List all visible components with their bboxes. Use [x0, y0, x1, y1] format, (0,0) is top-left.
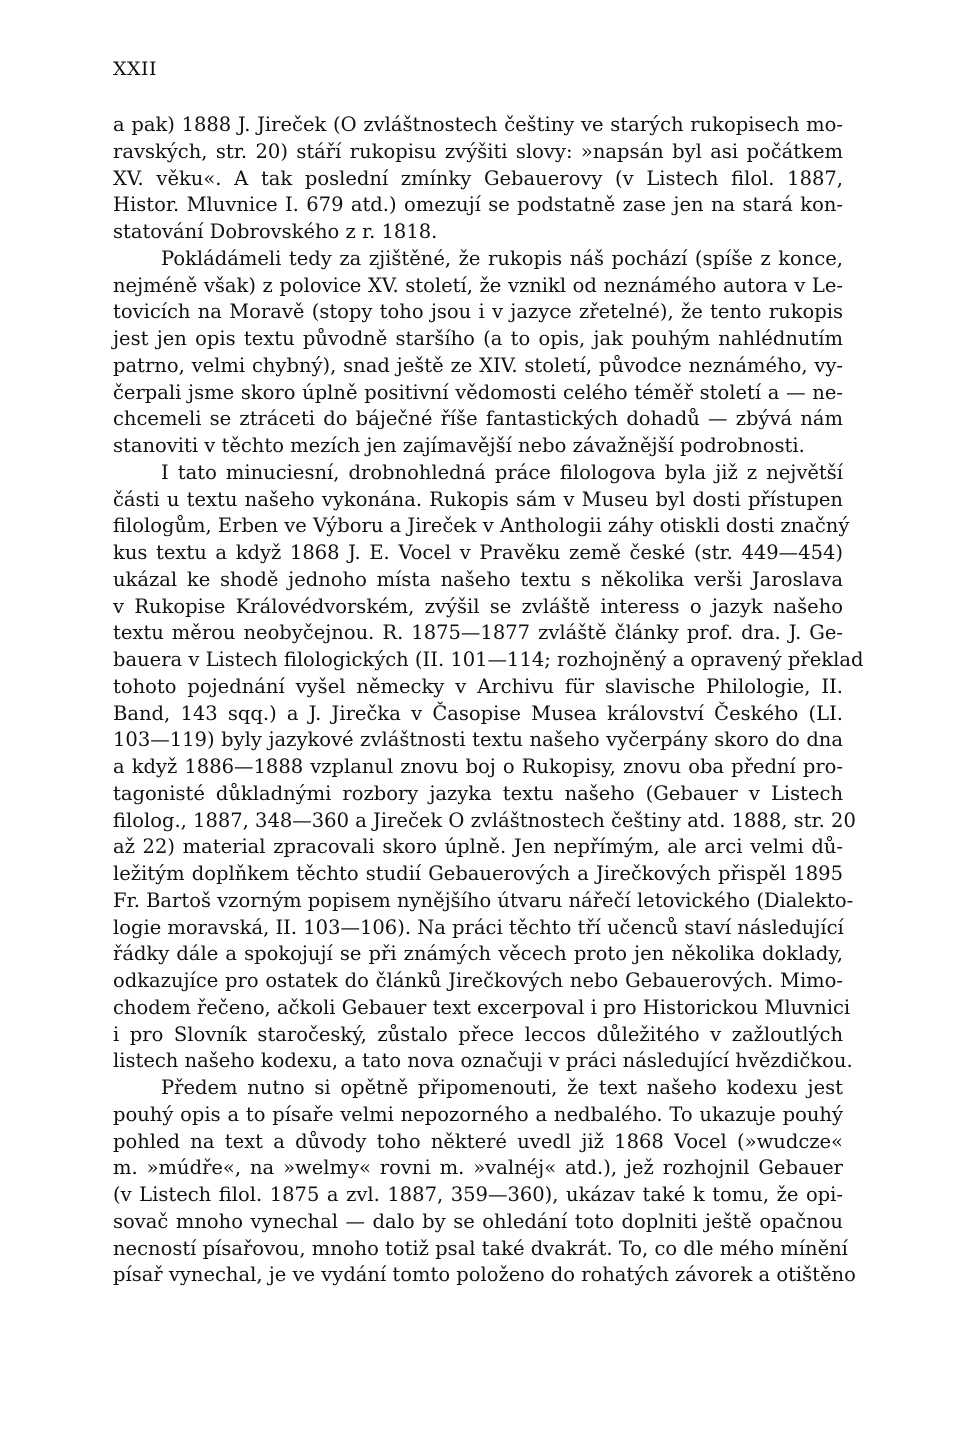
text-line: tohoto pojednání vyšel německy v Archivu für slavische Philologie, II. — [113, 674, 843, 698]
body-text — [113, 112, 864, 1289]
page-number: XXII — [113, 58, 158, 80]
text-line: patrno, velmi chybný), snad ještě ze XIV. století, původce neznámého, vy- — [113, 353, 843, 377]
text-line: necností písařovou, mnoho totiž psal také dvakrát. To, co dle mého mínění — [113, 1236, 848, 1260]
text-line: chcemeli se ztráceti do báječné říše fantastických dohadů — zbývá nám — [113, 407, 843, 431]
text-line: pouhý opis a to písaře velmi nepozorného a nedbalého. To ukazuje pouhý — [113, 1102, 843, 1126]
text-line: listech našeho kodexu, a tato nova označuji v práci následující hvězdičkou. — [113, 1049, 853, 1073]
text-line: v Rukopise Královédvorském, zvýšil se zvláště interess o jazyk našeho — [113, 594, 843, 618]
text-line: Band, 143 sqq.) a J. Jirečka v Časopise Musea království Českého (LI. — [113, 701, 843, 725]
text-line: Pokládámeli tedy za zjištěné, že rukopis náš pochází (spíše z konce, — [161, 246, 843, 270]
text-line: ležitým doplňkem těchto studií Gebauerových a Jirečkových přispěl 1895 — [113, 862, 843, 885]
text-line: I tato minuciesní, drobnohledná práce filologova byla již z největší — [161, 460, 843, 484]
text-line: a když 1886—1888 vzplanul znovu boj o Rukopisy, znovu oba přední pro- — [113, 755, 843, 778]
paragraph — [113, 112, 843, 246]
paragraph — [113, 246, 843, 460]
text-line: a pak) 1888 J. Jireček (O zvláštnostech češtiny ve starých rukopisech mo- — [113, 113, 843, 136]
text-line: odkazujíce pro ostatek do článků Jirečkových nebo Gebauerových. Mimo- — [113, 969, 843, 992]
text-line: tagonisté důkladnými rozbory jazyka textu našeho (Gebauer v Listech — [113, 781, 843, 805]
text-line: ravských, str. 20) stáří rukopisu zvýšiti slovy: »napsán byl asi počátkem — [113, 139, 843, 163]
paragraph — [113, 460, 864, 1075]
text-line: písař vynechal, je ve vydání tomto položeno do rohatých závorek a otištěno — [113, 1263, 856, 1287]
text-line: kus textu a když 1868 J. E. Vocel v Pravěku země české (str. 449—454) — [113, 541, 843, 564]
text-line: až 22) material zpracovali skoro úplně. Jen nepřímým, ale arci velmi dů- — [113, 835, 843, 859]
text-line: čerpali jsme skoro úplně positivní vědomosti celého téměř století a — ne- — [113, 380, 843, 404]
text-line: tovicích na Moravě (stopy toho jsou i v jazyce zřetelné), že tento rukopis — [113, 300, 843, 324]
text-line: nejméně však) z polovice XV. století, že vznikl od neznámého autora v Le- — [113, 273, 843, 297]
text-line: Histor. Mluvnice I. 679 atd.) omezují se podstatně zase jen na stará kon- — [113, 193, 843, 217]
text-line: části u textu našeho vykonána. Rukopis sám v Museu byl dosti přístupen — [113, 487, 843, 511]
text-line: m. »múdře«, na »welmy« rovni m. »valnéj« atd.), jež rozhojnil Gebauer — [113, 1156, 843, 1180]
text-line: chodem řečeno, ačkoli Gebauer text excerpoval i pro Historickou Mluvnici — [113, 995, 851, 1019]
text-line: Předem nutno si opětně připomenouti, že text našeho kodexu jest — [161, 1076, 843, 1099]
text-line: stanoviti v těchto mezích jen zajímavější nebo závažnější podrobnosti. — [113, 434, 805, 457]
text-line: (v Listech filol. 1875 a zvl. 1887, 359—360), ukázav také k tomu, že opi- — [113, 1183, 843, 1206]
text-line: jest jen opis textu původně staršího (a to opis, jak pouhým nahlédnutím — [113, 327, 843, 350]
text-line: ukázal ke shodě jednoho místa našeho textu s několika verši Jaroslava — [113, 567, 843, 591]
text-line: řádky dále a spokojují se při známých věcech proto jen několika doklady, — [113, 942, 843, 966]
text-line: bauera v Listech filologických (II. 101—114; rozhojněný a opravený překlad — [113, 648, 864, 671]
text-line: pohled na text a důvody toho některé uvedl již 1868 Vocel (»wudcze« — [113, 1129, 843, 1153]
text-line: filologům, Erben ve Výboru a Jireček v Anthologii záhy otiskli dosti značný — [113, 514, 850, 538]
text-line: logie moravská, II. 103—106). Na práci těchto tří učenců staví následující — [113, 915, 844, 939]
paragraph — [113, 1075, 856, 1289]
text-line: i pro Slovník staročeský, zůstalo přece leccos důležitého v zažloutlých — [113, 1022, 843, 1046]
text-line: statování Dobrovského z r. 1818. — [113, 220, 438, 243]
text-line: filolog., 1887, 348—360 a Jireček O zvláštnostech češtiny atd. 1888, str. 20 — [113, 808, 856, 832]
text-line: sovač mnoho vynechal — dalo by se ohledání toto doplniti ještě opačnou — [113, 1209, 843, 1233]
text-line: Fr. Bartoš vzorným popisem nynějšího útvaru nářečí letovického (Dialekto- — [113, 888, 854, 912]
text-line: 103—119) byly jazykové zvláštnosti textu našeho vyčerpány skoro do dna — [113, 728, 843, 752]
text-line: XV. věku«. A tak poslední zmínky Gebauerovy (v Listech filol. 1887, — [113, 166, 843, 190]
text-line: textu měrou neobyčejnou. R. 1875—1877 zvláště články prof. dra. J. Ge- — [113, 621, 843, 645]
